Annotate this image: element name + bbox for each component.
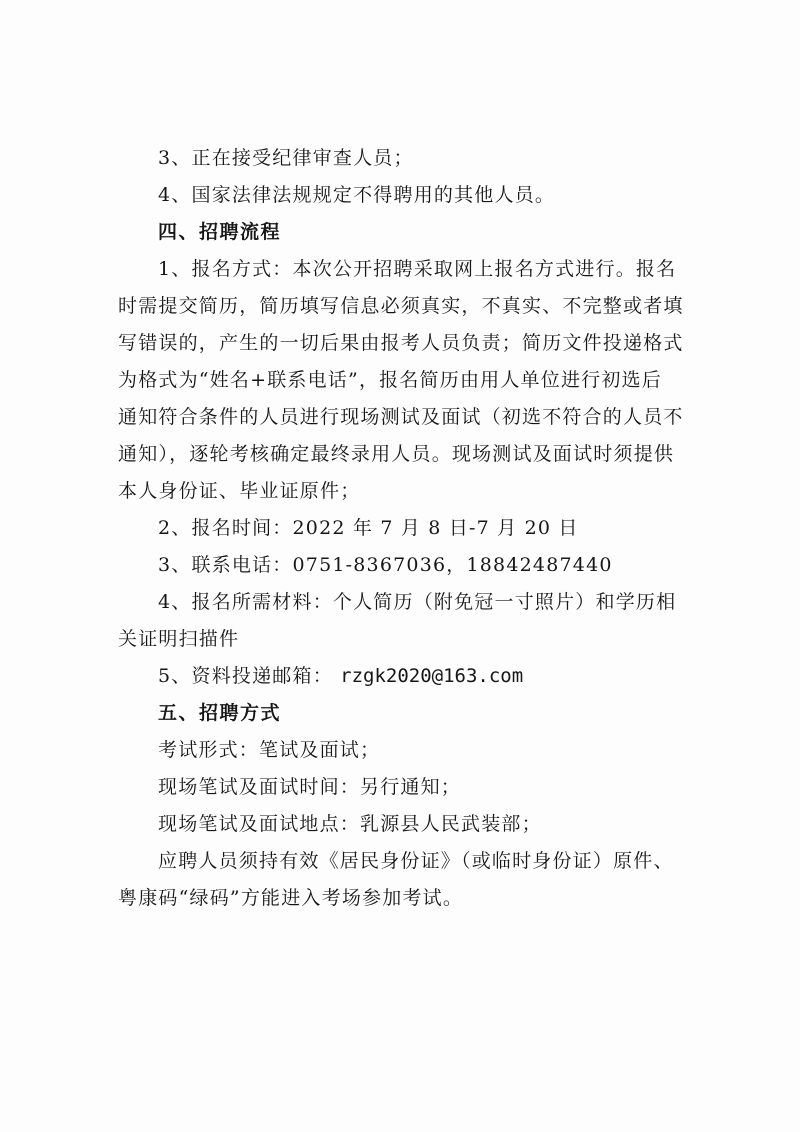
method-id-requirement-line-1: 应聘人员须持有效《居民身份证》（或临时身份证）原件、 xyxy=(158,850,674,872)
process-1-line-6: 通知），逐轮考核确定最终录用人员。现场测试及面试时须提供 xyxy=(118,443,675,465)
method-exam-format: 考试形式：笔试及面试； xyxy=(158,739,381,761)
item-3-disciplinary-review: 3、正在接受纪律审查人员； xyxy=(158,147,414,169)
email-address: rzgk2020@163.com xyxy=(340,665,524,687)
process-4-materials-line-2: 关证明扫描件 xyxy=(118,628,240,650)
item-4-other-prohibited: 4、国家法律法规规定不得聘用的其他人员。 xyxy=(158,184,556,206)
method-id-requirement-line-2: 粤康码“绿码”方能进入考场参加考试。 xyxy=(118,887,464,909)
section-4-heading: 四、招聘流程 xyxy=(158,221,282,243)
process-3-contact-phone: 3、联系电话：0751-8367036，18842487440 xyxy=(158,554,613,576)
document-body xyxy=(118,140,718,917)
process-2-registration-time: 2、报名时间：2022 年 7 月 8 日-7 月 20 日 xyxy=(158,517,579,539)
email-label: 5、资料投递邮箱： xyxy=(158,665,333,687)
process-1-line-3: 写错误的，产生的一切后果由报考人员负责；简历文件投递格式 xyxy=(118,332,684,354)
method-exam-location: 现场笔试及面试地点：乳源县人民武装部； xyxy=(158,813,542,835)
process-1-line-4: 为格式为“姓名+联系电话”，报名简历由用人单位进行初选后 xyxy=(118,369,662,391)
section-5-heading: 五、招聘方式 xyxy=(158,702,282,724)
method-exam-time: 现场笔试及面试时间：另行通知； xyxy=(158,776,462,798)
process-1-line-5: 通知符合条件的人员进行现场测试及面试（初选不符合的人员不 xyxy=(118,406,684,428)
process-1-line-7: 本人身份证、毕业证原件； xyxy=(118,480,361,502)
process-1-line-2: 时需提交简历，简历填写信息必须真实，不真实、不完整或者填 xyxy=(118,295,684,317)
process-4-materials-line-1: 4、报名所需材料：个人简历（附免冠一寸照片）和学历相 xyxy=(158,591,677,613)
process-1-line-1: 1、报名方式：本次公开招聘采取网上报名方式进行。报名 xyxy=(158,258,677,280)
process-5-email xyxy=(118,658,718,695)
